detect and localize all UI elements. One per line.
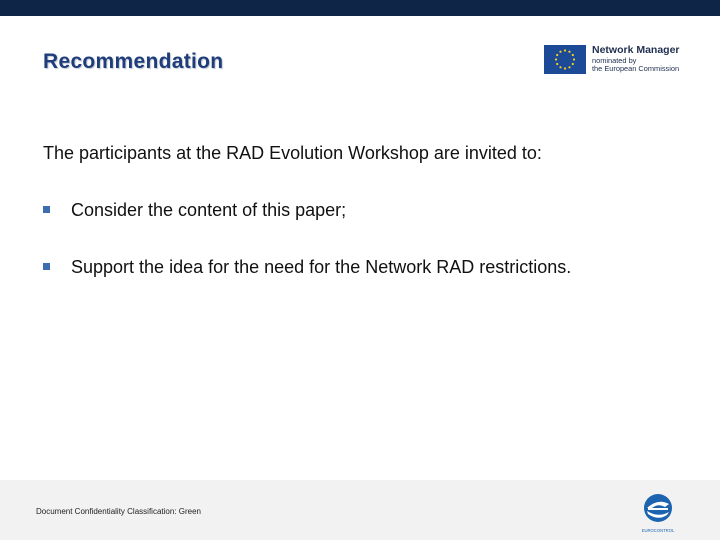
eu-star-icon xyxy=(564,67,566,69)
footer xyxy=(0,480,720,540)
list-item xyxy=(43,200,571,257)
bullet-square-icon xyxy=(43,263,50,270)
bullet-text: Support the idea for the need for the Network RAD restrictions. xyxy=(71,257,572,277)
logo-sub-line1: nominated by xyxy=(592,55,637,65)
eurocontrol-logo-icon xyxy=(638,490,678,534)
eu-star-icon xyxy=(568,66,570,68)
eu-flag-icon xyxy=(544,45,586,74)
recommendation-list xyxy=(43,200,571,314)
logo-name: Network Manager xyxy=(592,44,680,56)
eu-star-icon xyxy=(556,54,558,56)
eu-star-icon xyxy=(555,58,557,60)
eu-star-icon xyxy=(573,58,575,60)
slide-title: Recommendation xyxy=(43,50,224,73)
eu-star-icon xyxy=(559,51,561,53)
list-item xyxy=(43,257,571,314)
bullet-square-icon xyxy=(43,206,50,213)
intro-text: The participants at the RAD Evolution Workshop are invited to: xyxy=(43,143,542,163)
eurocontrol-wordmark: EUROCONTROL xyxy=(641,528,675,533)
confidentiality-classification: Document Confidentiality Classification: Green xyxy=(36,507,201,516)
bullet-text: Consider the content of this paper; xyxy=(71,200,347,220)
eu-star-icon xyxy=(572,63,574,65)
eu-star-icon xyxy=(559,66,561,68)
logo-sub-line2: the European Commission xyxy=(592,64,680,74)
eu-star-icon xyxy=(556,63,558,65)
eu-star-icon xyxy=(568,51,570,53)
top-banner xyxy=(0,0,720,16)
network-manager-logo xyxy=(544,45,694,75)
eu-star-icon xyxy=(564,49,566,51)
network-manager-text xyxy=(592,45,694,73)
eu-star-icon xyxy=(572,54,574,56)
